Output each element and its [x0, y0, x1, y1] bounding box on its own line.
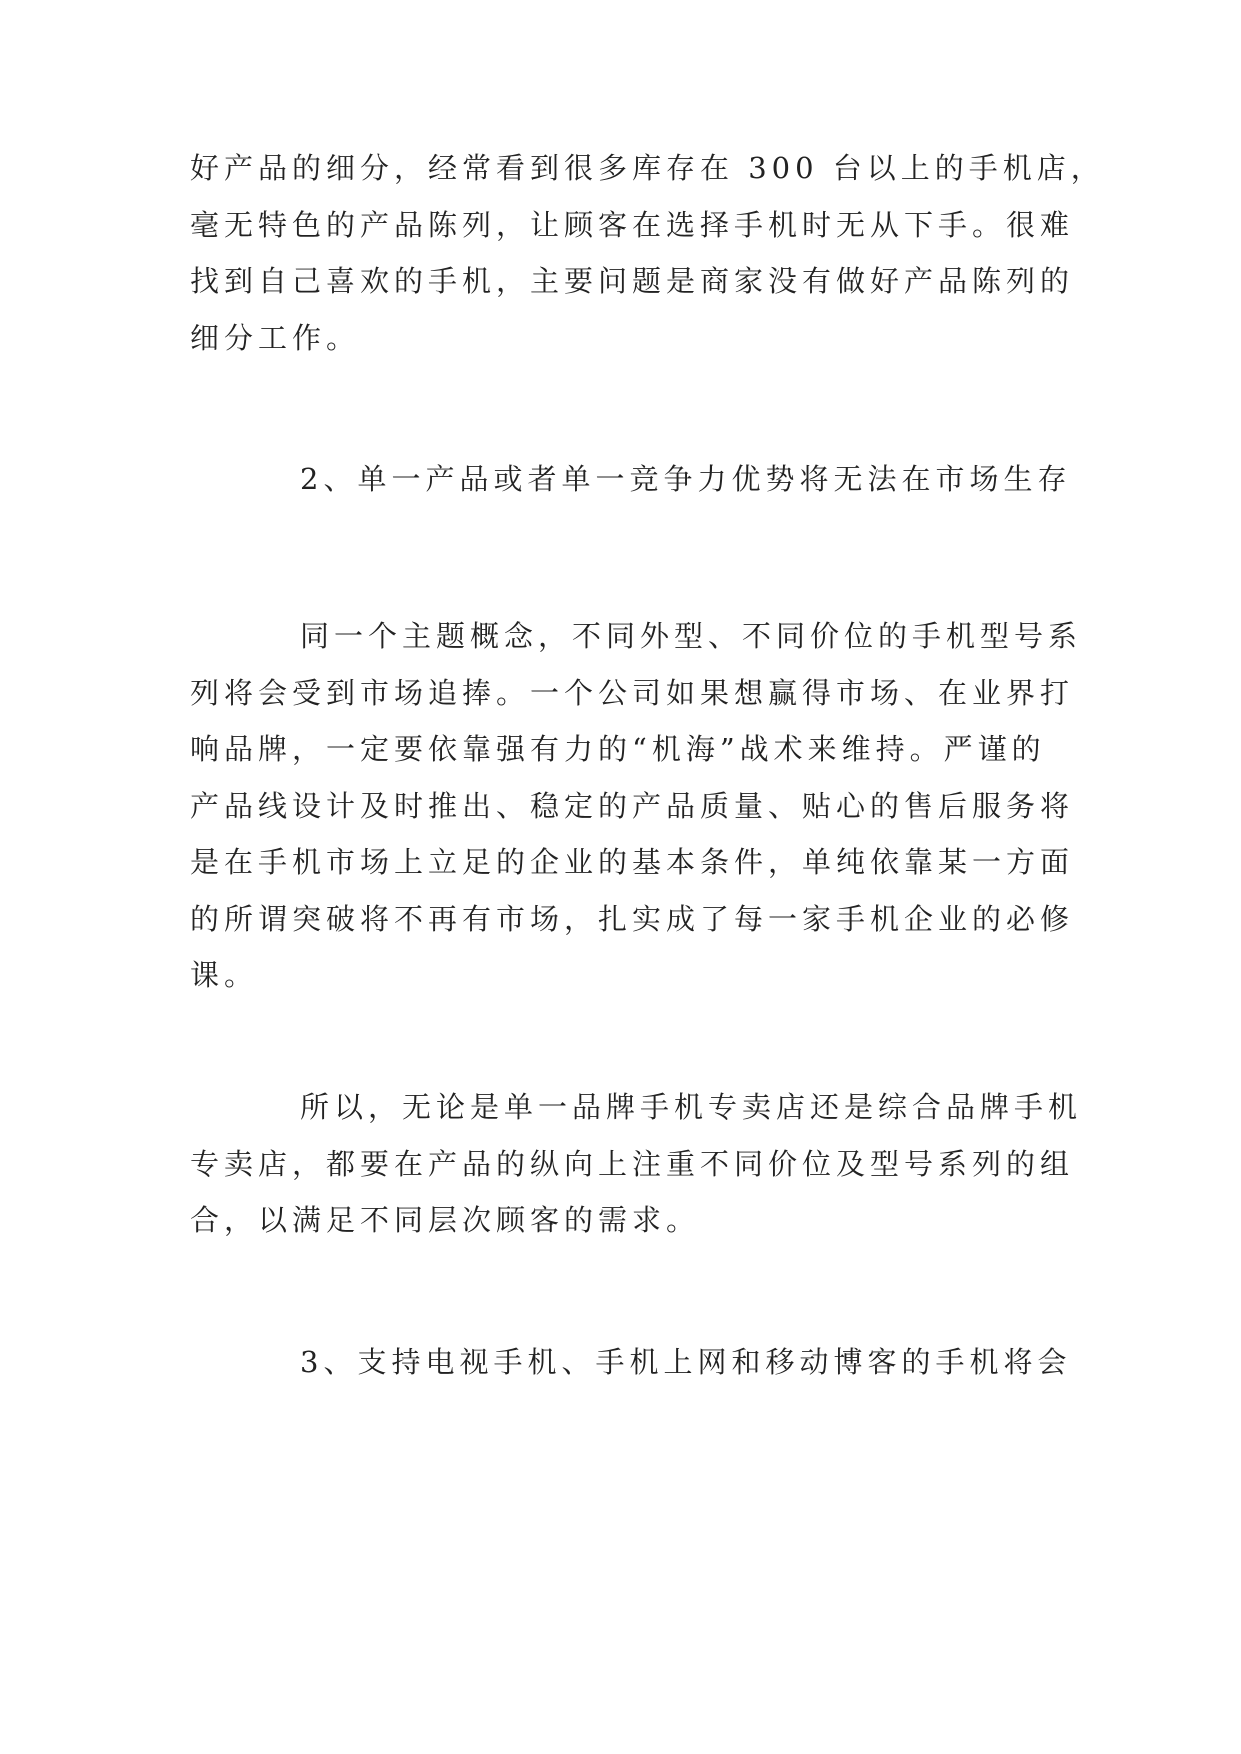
text-line: 产品线设计及时推出、稳定的产品质量、贴心的售后服务将 — [190, 788, 1075, 823]
text-line: 专卖店，都要在产品的纵向上注重不同价位及型号系列的组 — [190, 1146, 1075, 1181]
text-line: 响品牌，一定要依靠强有力的“机海”战术来维持。严谨的 — [190, 732, 1046, 766]
section-heading-3 — [190, 1334, 1072, 1391]
text-line: 是在手机市场上立足的企业的基本条件，单纯依靠某一方面 — [190, 845, 1075, 879]
section-heading-2 — [190, 451, 1072, 508]
text-line: 课。 — [190, 958, 259, 992]
text-line: 的所谓突破将不再有市场，扎实成了每一家手机企业的必修 — [190, 901, 1075, 936]
paragraph-store-types — [190, 1079, 1083, 1249]
text-line: 毫无特色的产品陈列，让顾客在选择手机时无从下手。很难 — [190, 207, 1075, 242]
heading-text: 3、支持电视手机、手机上网和移动博客的手机将会 — [300, 1345, 1072, 1379]
heading-text: 2、单一产品或者单一竞争力优势将无法在市场生存 — [300, 462, 1072, 496]
paragraph-product-segmentation — [190, 140, 1105, 366]
paragraph-product-line — [190, 608, 1083, 1004]
text-line: 同一个主题概念，不同外型、不同价位的手机型号系 — [300, 619, 1083, 653]
text-line: 合，以满足不同层次顾客的需求。 — [190, 1203, 701, 1237]
text-line: 找到自己喜欢的手机，主要问题是商家没有做好产品陈列的 — [190, 264, 1075, 298]
text-line: 列将会受到市场追捧。一个公司如果想赢得市场、在业界打 — [190, 675, 1075, 710]
text-line: 好产品的细分，经常看到很多库存在 300 台以上的手机店， — [190, 151, 1105, 185]
text-line: 所以，无论是单一品牌手机专卖店还是综合品牌手机 — [300, 1090, 1083, 1124]
text-line: 细分工作。 — [190, 320, 361, 355]
